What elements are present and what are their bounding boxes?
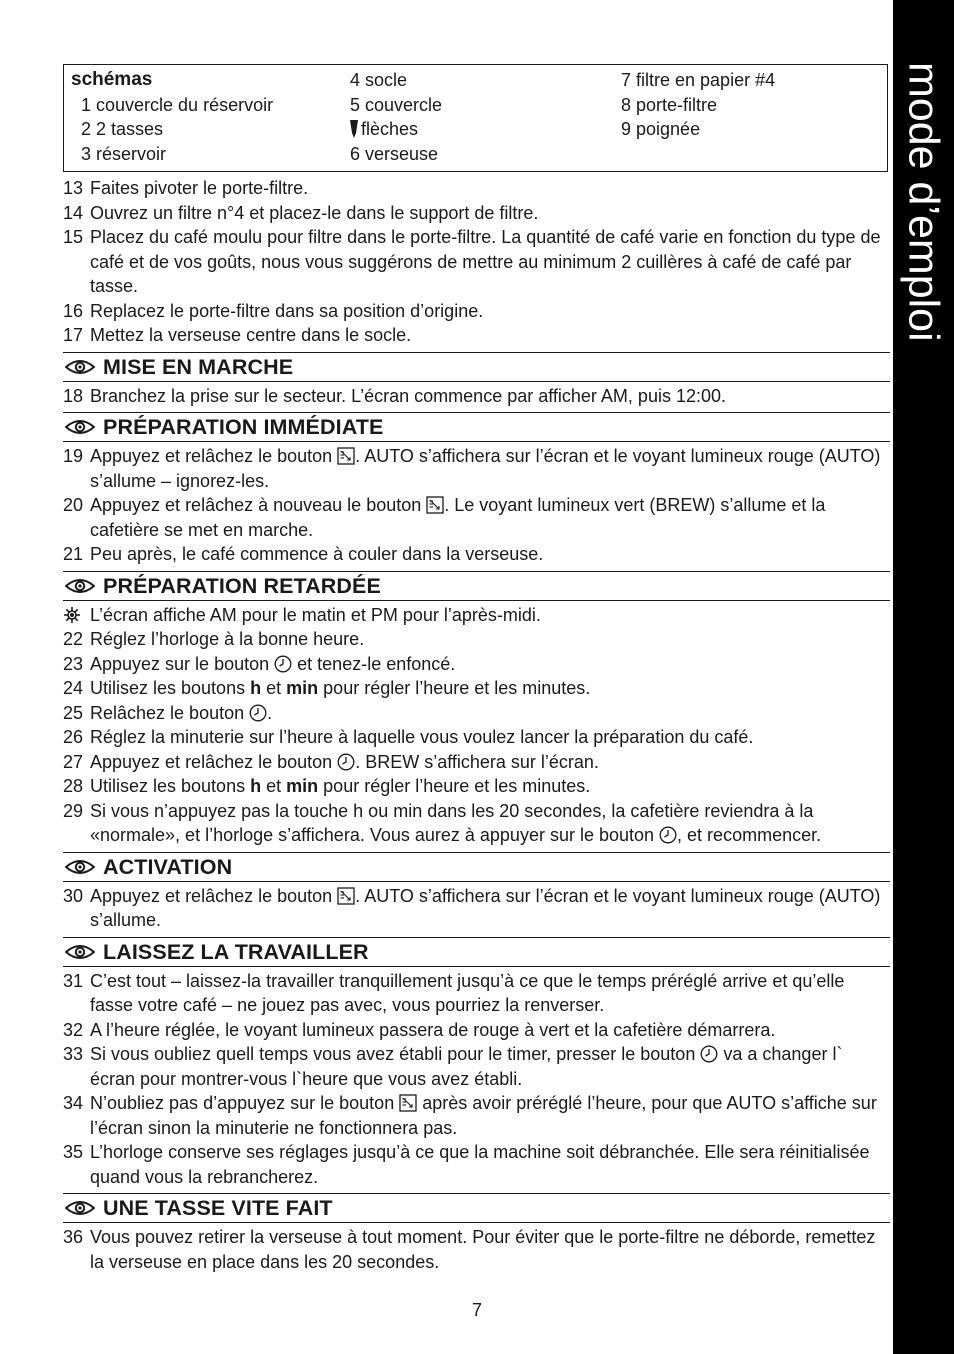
part-item: 3 réservoir xyxy=(81,143,167,164)
eye-icon xyxy=(65,859,95,875)
step-text: N’oubliez pas d’appuyez sur le bouton xyxy=(90,1093,395,1113)
page-number: 7 xyxy=(471,1300,482,1320)
step-number: 18 xyxy=(63,385,84,406)
hour-key: h xyxy=(250,776,262,796)
step-text: et tenez-le enfoncé. xyxy=(297,653,456,674)
step-text: Appuyez et relâchez le bouton xyxy=(90,446,333,466)
part-item: 2 2 tasses xyxy=(81,119,164,139)
step-34 xyxy=(63,1091,890,1140)
part-label: flèches xyxy=(361,119,419,139)
program-button-icon xyxy=(337,447,355,465)
step-text: . BREW s’affichera sur l’écran. xyxy=(355,751,599,772)
step-number: 22 xyxy=(63,629,84,649)
step-17 xyxy=(63,323,890,348)
step-number: 20 xyxy=(63,495,84,515)
step-number: 32 xyxy=(63,1019,84,1040)
step-number: 16 xyxy=(63,300,84,321)
step-27 xyxy=(63,750,890,775)
step-18 xyxy=(63,384,890,409)
part-item: 8 porte-filtre xyxy=(621,94,718,115)
minute-key: min xyxy=(286,776,319,796)
hour-key: h xyxy=(250,678,262,698)
step-33 xyxy=(63,1042,890,1091)
step-text: L’horloge conserve ses réglages jusqu’à ce que la machine soit débranchée. Elle sera réinitialisée quand vous la rebrancherez. xyxy=(90,1142,870,1187)
step-number: 15 xyxy=(63,227,84,247)
step-25 xyxy=(63,701,890,726)
step-31 xyxy=(63,969,890,1018)
step-text: , et recommencer. xyxy=(677,825,822,845)
arrow-down-icon xyxy=(350,120,358,138)
step-number: 13 xyxy=(63,178,84,198)
clock-button-icon xyxy=(249,704,267,722)
tip-text: L’écran affiche AM pour le matin et PM pour l’après-midi. xyxy=(90,604,541,625)
program-button-icon xyxy=(337,887,355,905)
tip-sun-icon xyxy=(63,606,81,624)
step-text: . AUTO s’affichera sur l’écran et le voyant lumineux rouge (AUTO) s’allume. xyxy=(90,885,881,930)
step-text: Faites pivoter le porte-filtre. xyxy=(90,178,309,198)
clock-button-icon xyxy=(700,1045,718,1063)
side-tab-title: mode d’emploi xyxy=(899,62,948,342)
parts-title: schémas xyxy=(71,69,153,90)
step-21 xyxy=(63,542,890,567)
section-heading-activation xyxy=(63,852,890,882)
instructions xyxy=(63,176,890,1274)
step-text: Appuyez et relâchez le bouton xyxy=(90,751,333,772)
part-item: 5 couvercle xyxy=(350,94,443,115)
step-number: 34 xyxy=(63,1093,84,1113)
parts-column-3 xyxy=(621,68,775,142)
step-text: après avoir préréglé l’heure, pour que AUTO s’affiche sur l’écran sinon la minuterie ne fonctionnera pas. xyxy=(90,1093,877,1138)
step-35 xyxy=(63,1140,890,1189)
side-tab xyxy=(893,0,954,1354)
step-text: Vous pouvez retirer la verseuse à tout moment. Pour éviter que le porte-filtre ne déborde, remettez la verseuse en place dans les 20 secondes. xyxy=(90,1227,876,1272)
tip-note xyxy=(63,603,890,628)
step-text: va a changer l` écran pour montrer-vous l`heure que vous avez établi. xyxy=(90,1044,843,1089)
step-text: A l’heure réglée, le voyant lumineux passera de rouge à vert et la cafetière démarrera. xyxy=(90,1019,776,1040)
step-text: Placez du café moulu pour filtre dans le porte-filtre. La quantité de café varie en fonction du type de café et de vos goûts, nous vous suggérons de mettre au minimum 2 cuillères à café de café par tasse. xyxy=(90,227,881,296)
step-text: . AUTO s’affichera sur l’écran et le voyant lumineux rouge (AUTO) s’allume – ignorez-les. xyxy=(90,446,881,491)
clock-button-icon xyxy=(337,753,355,771)
step-number: 35 xyxy=(63,1142,84,1162)
part-item: 7 filtre en papier #4 xyxy=(621,70,776,90)
section-heading-une-tasse-vite-fait xyxy=(63,1193,890,1223)
section-title: ACTIVATION xyxy=(103,854,233,879)
parts-column-2 xyxy=(350,68,442,166)
step-text: . Le voyant lumineux vert (BREW) s’allume et la cafetière se met en marche. xyxy=(90,495,826,540)
step-text: pour régler l’heure et les minutes. xyxy=(323,678,591,698)
step-number: 14 xyxy=(63,202,84,223)
step-number: 31 xyxy=(63,970,84,991)
part-item: 6 verseuse xyxy=(350,143,439,164)
step-29 xyxy=(63,799,890,848)
section-heading-preparation-immediate xyxy=(63,412,890,442)
step-number: 24 xyxy=(63,678,84,698)
step-text: Si vous oubliez quell temps vous avez établi pour le timer, presser le bouton xyxy=(90,1044,696,1064)
eye-icon xyxy=(65,578,95,594)
step-text: . xyxy=(267,702,273,723)
step-number: 21 xyxy=(63,544,84,564)
clock-button-icon xyxy=(274,655,292,673)
part-item-arrows xyxy=(350,117,442,142)
step-number: 23 xyxy=(63,653,84,674)
step-text: Branchez la prise sur le secteur. L’écran commence par afficher AM, puis 12:00. xyxy=(90,385,726,406)
step-text: Utilisez les boutons xyxy=(90,678,246,698)
step-13 xyxy=(63,176,890,201)
step-24 xyxy=(63,676,890,701)
eye-icon xyxy=(65,1200,95,1216)
step-text: Utilisez les boutons xyxy=(90,776,246,796)
step-number: 25 xyxy=(63,702,84,723)
step-text: Ouvrez un filtre n°4 et placez-le dans le support de filtre. xyxy=(90,202,539,223)
step-36 xyxy=(63,1225,890,1274)
step-number: 30 xyxy=(63,885,84,906)
section-heading-laissez-la-travailler xyxy=(63,937,890,967)
step-text: Si vous n’appuyez pas la touche h ou min dans les 20 secondes, la cafetière reviendra à la «normale», et l’horloge s’affichera. Vous aurez à appuyer sur le bouton xyxy=(90,800,814,845)
step-text: C’est tout – laissez-la travailler tranquillement jusqu’à ce que le temps préréglé arrive et qu’elle fasse votre café – ne jouez pas avec, vous pourriez la renverser. xyxy=(90,970,845,1015)
step-text: Replacez le porte-filtre dans sa position d’origine. xyxy=(90,300,484,321)
clock-button-icon xyxy=(659,826,677,844)
section-heading-preparation-retardee xyxy=(63,571,890,601)
step-15 xyxy=(63,225,890,299)
step-text: Mettez la verseuse centre dans le socle. xyxy=(90,325,412,345)
step-text: Réglez la minuterie sur l’heure à laquelle vous voulez lancer la préparation du café. xyxy=(90,727,754,747)
step-14 xyxy=(63,201,890,226)
step-26 xyxy=(63,725,890,750)
step-32 xyxy=(63,1018,890,1043)
step-22 xyxy=(63,627,890,652)
section-title: UNE TASSE VITE FAIT xyxy=(103,1196,333,1221)
step-number: 27 xyxy=(63,751,84,772)
step-text: Appuyez sur le bouton xyxy=(90,653,270,674)
minute-key: min xyxy=(286,678,319,698)
step-16 xyxy=(63,299,890,324)
step-number: 26 xyxy=(63,727,84,747)
step-number: 36 xyxy=(63,1227,84,1247)
step-text: et xyxy=(266,776,282,796)
step-text: Appuyez et relâchez le bouton xyxy=(90,885,333,906)
step-text: Relâchez le bouton xyxy=(90,702,245,723)
step-text: Appuyez et relâchez à nouveau le bouton xyxy=(90,495,422,515)
part-item: 4 socle xyxy=(350,70,408,90)
step-text: Réglez l’horloge à la bonne heure. xyxy=(90,629,365,649)
step-number: 29 xyxy=(63,800,84,821)
section-title: LAISSEZ LA TRAVAILLER xyxy=(103,939,369,964)
step-30 xyxy=(63,884,890,933)
step-20 xyxy=(63,493,890,542)
step-23 xyxy=(63,652,890,677)
step-number: 28 xyxy=(63,776,84,796)
step-number: 19 xyxy=(63,446,84,466)
parts-legend-box xyxy=(63,64,888,172)
section-title: PRÉPARATION IMMÉDIATE xyxy=(103,415,384,440)
step-19 xyxy=(63,444,890,493)
step-text: pour régler l’heure et les minutes. xyxy=(323,776,591,796)
step-number: 33 xyxy=(63,1044,84,1064)
program-button-icon xyxy=(426,496,444,514)
part-item: 1 couvercle du réservoir xyxy=(81,94,274,115)
parts-column-1 xyxy=(71,68,273,166)
section-title: PRÉPARATION RETARDÉE xyxy=(103,573,381,598)
step-text: Peu après, le café commence à couler dans la verseuse. xyxy=(90,544,544,564)
step-number: 17 xyxy=(63,325,84,345)
step-28 xyxy=(63,774,890,799)
part-item: 9 poignée xyxy=(621,119,701,139)
program-button-icon xyxy=(399,1094,417,1112)
section-heading-mise-en-marche xyxy=(63,352,890,382)
step-text: et xyxy=(266,678,282,698)
section-title: MISE EN MARCHE xyxy=(103,354,294,379)
eye-icon xyxy=(65,419,95,435)
eye-icon xyxy=(65,944,95,960)
eye-icon xyxy=(65,359,95,375)
